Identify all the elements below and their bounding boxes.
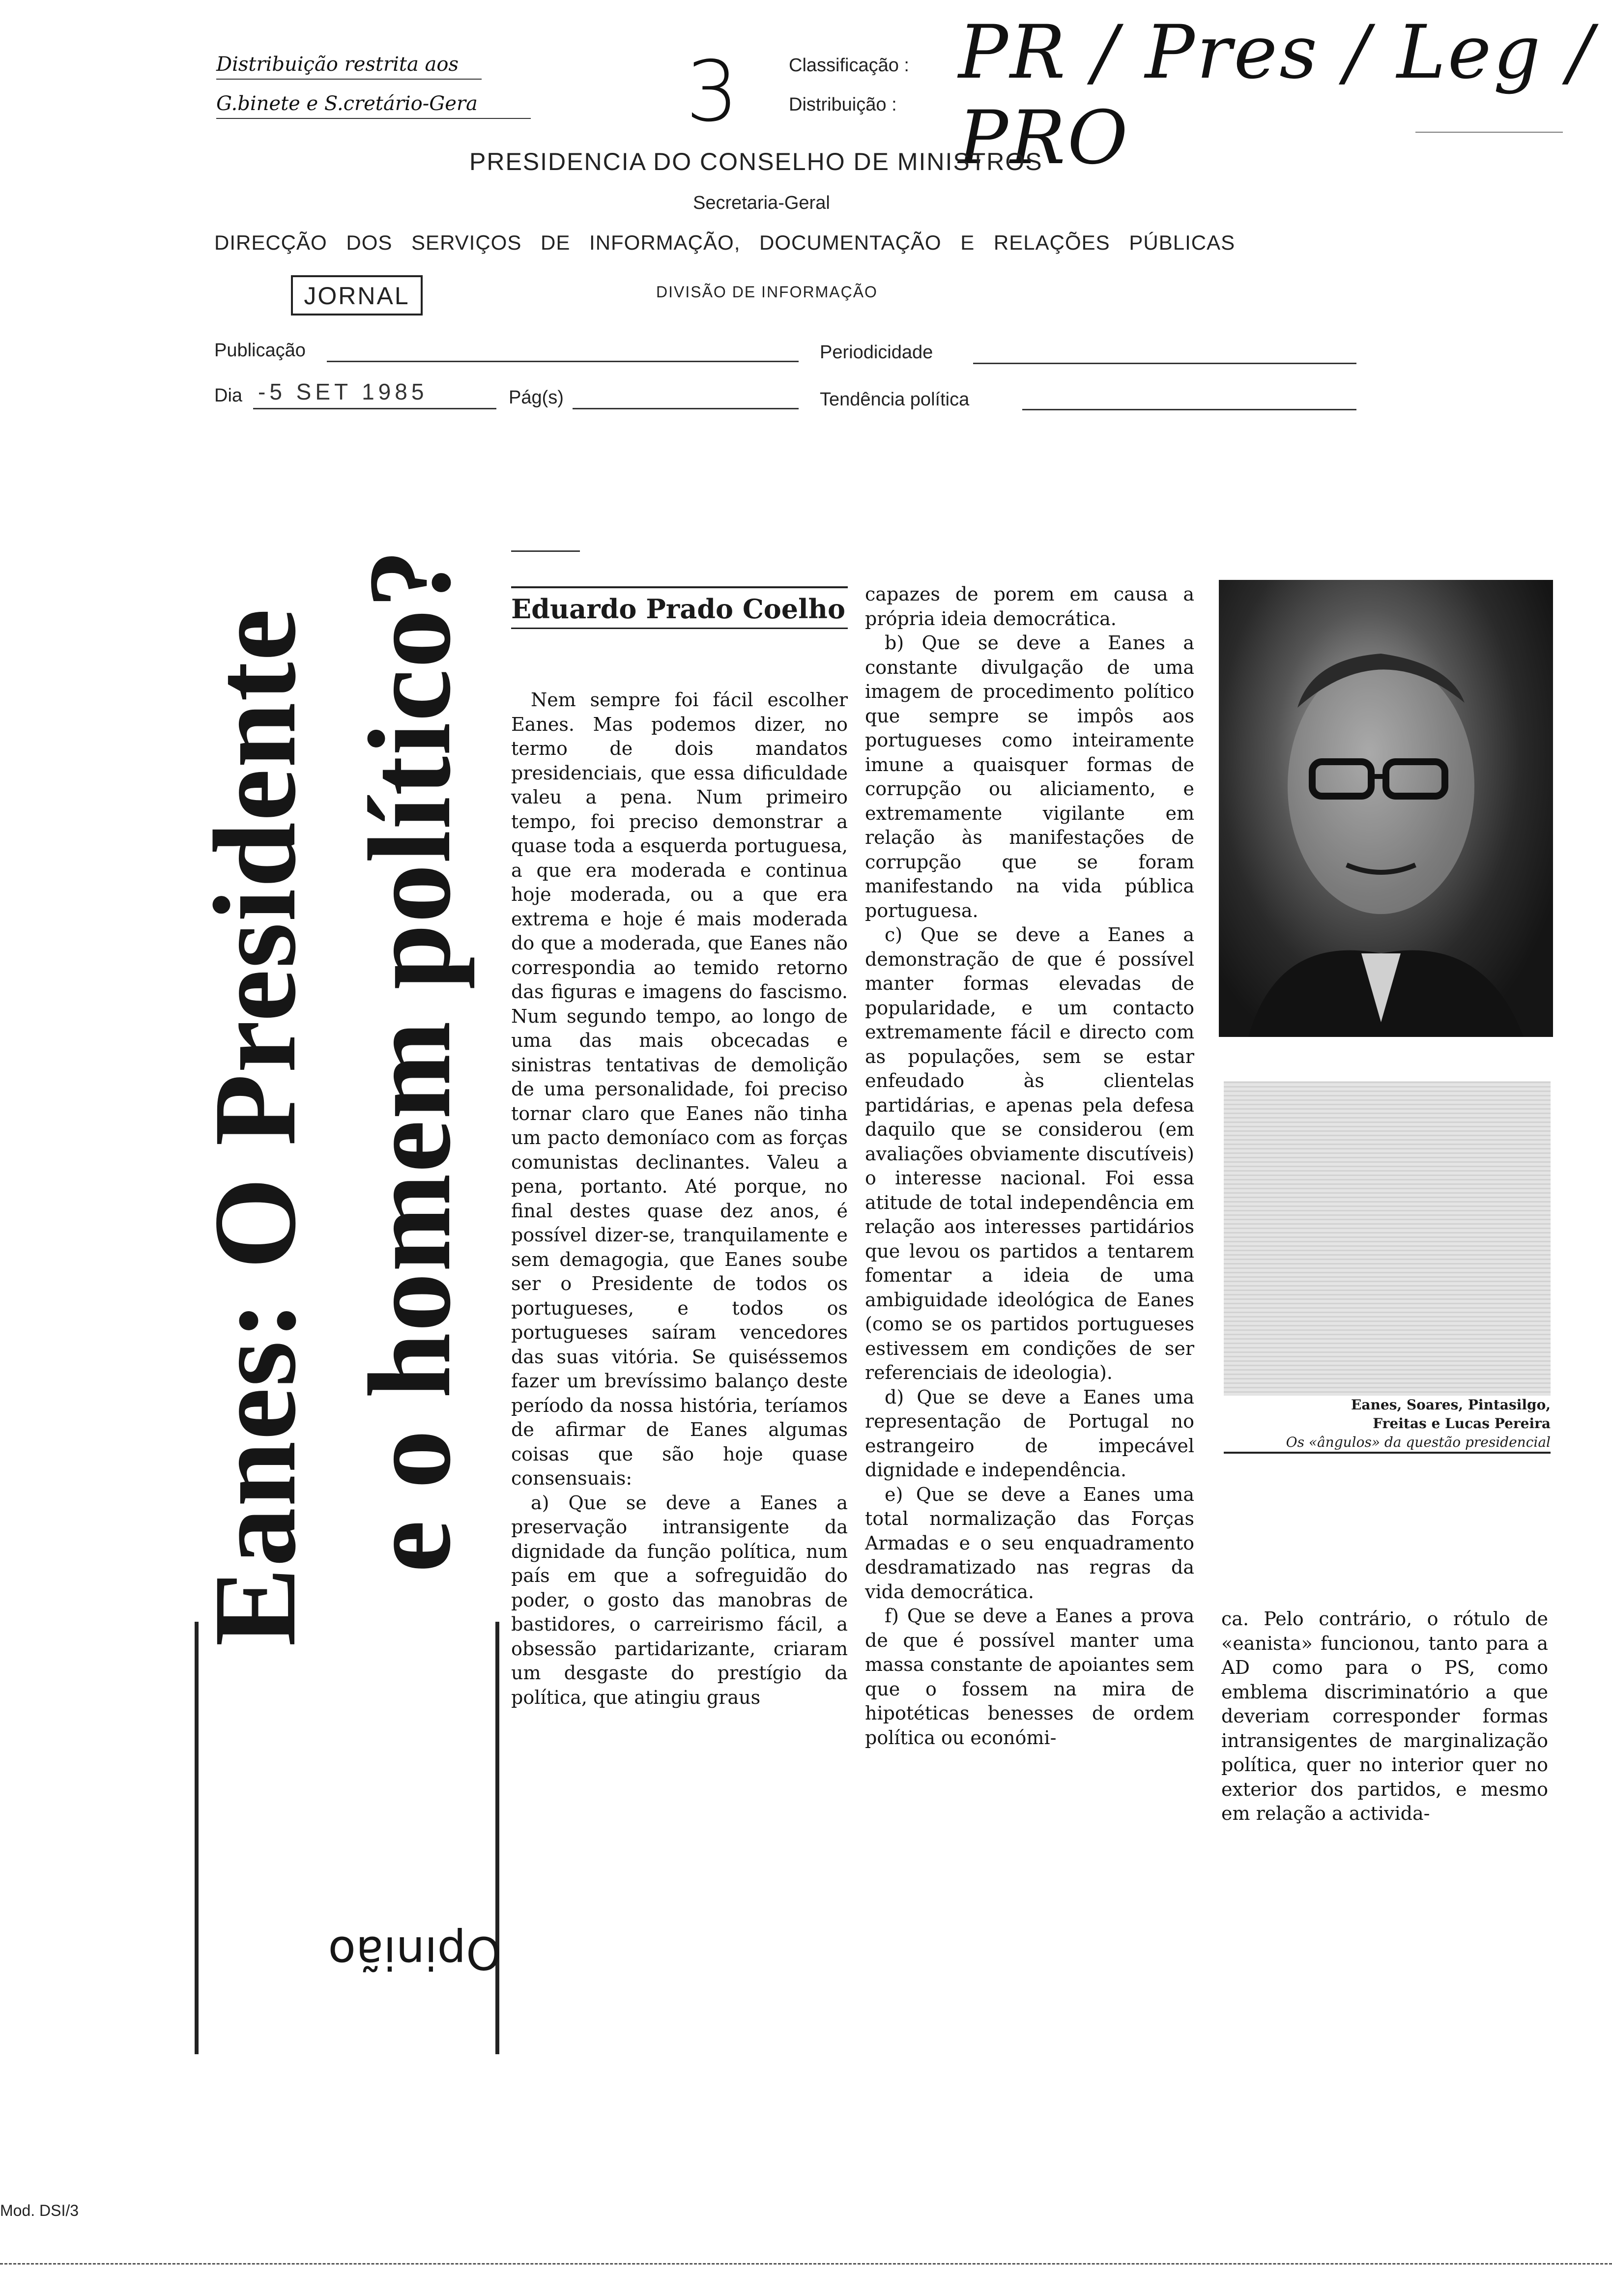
distribution-underline-1 xyxy=(216,79,482,80)
tendency-field xyxy=(1022,409,1356,410)
col3-paragraph: ca. Pelo contrário, o rótulo de «eanista» funcionou, tanto para a AD como para o PS, como emblema discriminatório a que deveriam corresponder formas intransigentes de marginalização política, quer no interior quer no exterior dos partidos, e mesmo em relação a activida- xyxy=(1221,1608,1548,1824)
headline-line-1: Eanes: O Presidente xyxy=(189,607,320,1646)
column-2 xyxy=(865,582,1194,1750)
classification-underline xyxy=(1415,132,1563,133)
org-title: PRESIDENCIA DO CONSELHO DE MINISTROS xyxy=(469,148,1043,175)
col2-paragraph: f) Que se deve a Eanes a prova de que é possível manter uma massa constante de apoiantes sem que o fossem na mira de hipotéticas benesses de ordem política ou económi- xyxy=(865,1605,1194,1749)
section-label: Opinião xyxy=(328,1926,502,1979)
distribution-underline-2 xyxy=(216,118,531,119)
handwritten-page-number: 3 xyxy=(686,43,739,141)
col1-paragraph: Nem sempre foi fácil escolher Eanes. Mas podemos dizer, no termo de dois mandatos presidenciais, que essa dificuldade valeu a pena. Num primeiro tempo, foi preciso demonstrar a quase toda a esquerda portuguesa, a que era moderada e continua hoje moderada, ou a que era extrema e hoje é mais moderada do que a moderada, que Eanes não correspondia ao temido retorno das figuras e imagens do fascismo. Num segundo tempo, ao longo de uma das mais obcecadas e sinistras tentativas de demolição de uma personalidade, foi preciso tornar claro que Eanes não tinha um pacto demoníaco com as forças comunistas declinantes. Valeu a pena, portanto. Até porque, no final destes quase dez anos, é possível dizer-se, tranquilamente e sem demagogia, que Eanes soube ser o Presidente de todos os portugueses, e todos os portugueses saíram vencedores das suas vitória. Se quiséssemos fazer um brevíssimo balanço deste período da nossa história, teríamos de afirmar de Eanes algumas coisas que são hoje quase consensuais: xyxy=(511,689,848,1489)
form-code: Mod. DSI/3 xyxy=(0,2202,79,2219)
date-field xyxy=(253,408,496,409)
division-label: DIVISÃO DE INFORMAÇÃO xyxy=(656,283,878,301)
publication-field xyxy=(327,361,799,362)
classification-label: Classificação : xyxy=(789,55,909,76)
pages-field xyxy=(573,408,799,409)
bottom-edge xyxy=(0,2263,1612,2265)
byline-rule-top xyxy=(511,550,580,552)
day-label: Dia xyxy=(214,385,243,406)
distribution-line-2: G.binete e S.cretário-Gera xyxy=(216,92,478,115)
eanes-photo xyxy=(1219,580,1553,1037)
caption-image xyxy=(1224,1081,1551,1396)
portrait-silhouette xyxy=(1219,580,1553,1037)
caption-line-3: Os «ângulos» da questão presidencial xyxy=(1224,1433,1551,1454)
jornal-stamp-text: JORNAL xyxy=(304,282,410,310)
byline: Eduardo Prado Coelho xyxy=(511,586,848,629)
column-1-text xyxy=(511,688,848,1710)
column-1 xyxy=(511,550,848,1710)
photo-caption xyxy=(1224,1396,1551,1454)
section-tab xyxy=(195,1622,502,2054)
periodicity-label: Periodicidade xyxy=(820,342,933,363)
column-3 xyxy=(1221,1607,1548,1826)
distribution-label: Distribuição : xyxy=(789,94,897,115)
distribution-line-1: Distribuição restrita aos xyxy=(216,53,459,76)
col2-paragraph: b) Que se deve a Eanes a constante divulgação de uma imagem de procedimento político que sempre se impôs aos portugueses como inteiramente imune a quaisquer formas de corrupção ou aliciamento, e extremamente vigilante em relação às manifestações de corrupção que se foram manifestando na vida pública portuguesa. xyxy=(865,632,1194,921)
caption-line-2: Freitas e Lucas Pereira xyxy=(1373,1415,1551,1432)
periodicity-field xyxy=(973,363,1356,364)
col1-paragraph: a) Que se deve a Eanes a preservação intransigente da dignidade da função política, num país em que a sofreguidão do poder, o gosto das manobras de bastidores, o carreirismo fácil, a obsessão partidarizante, criaram um desgaste do prestígio da política, que atingiu graus xyxy=(511,1492,848,1708)
caption-line-1: Eanes, Soares, Pintasilgo, xyxy=(1351,1397,1551,1413)
headline-block xyxy=(187,541,491,1671)
tendency-label: Tendência política xyxy=(820,389,970,410)
date-stamp: -5 SET 1985 xyxy=(258,379,428,404)
pages-label: Pág(s) xyxy=(509,387,564,408)
col2-paragraph: capazes de porem em causa a própria ideia democrática. xyxy=(865,583,1194,630)
org-subtitle: Secretaria-Geral xyxy=(693,193,830,213)
jornal-stamp xyxy=(291,275,423,316)
byline-ornament xyxy=(511,629,848,688)
directorate: DIRECÇÃO DOS SERVIÇOS DE INFORMAÇÃO, DOCUMENTAÇÃO E RELAÇÕES PÚBLICAS xyxy=(214,231,1236,254)
publication-label: Publicação xyxy=(214,340,306,361)
col2-paragraph: e) Que se deve a Eanes uma total normalização das Forças Armadas e o seu enquadramento desdramatizado nas regras da vida democrática. xyxy=(865,1483,1194,1603)
headline-line-2: e o homem político? xyxy=(344,548,475,1573)
col2-paragraph: d) Que se deve a Eanes uma representação de Portugal no estrangeiro de impecável dignidade e independência. xyxy=(865,1386,1194,1481)
col2-paragraph: c) Que se deve a Eanes a demonstração de que é possível manter formas elevadas de popularidade, e um contacto extremamente fácil e directo com as populações, sem se estar enfeudado às clientelas partidárias, e apenas pela defesa daquilo que se considerou (em avaliações obviamente discutíveis) o interesse nacional. Foi essa atitude de total independência em relação aos interesses partidários que levou os partidos a tentarem fomentar a ideia de uma ambiguidade ideológica de Eanes (como se os partidos portugueses estivessem em condições de ser referenciais de ideologia). xyxy=(865,924,1194,1383)
handwritten-classification: PR / Pres / Leg / PRO xyxy=(958,10,1595,181)
